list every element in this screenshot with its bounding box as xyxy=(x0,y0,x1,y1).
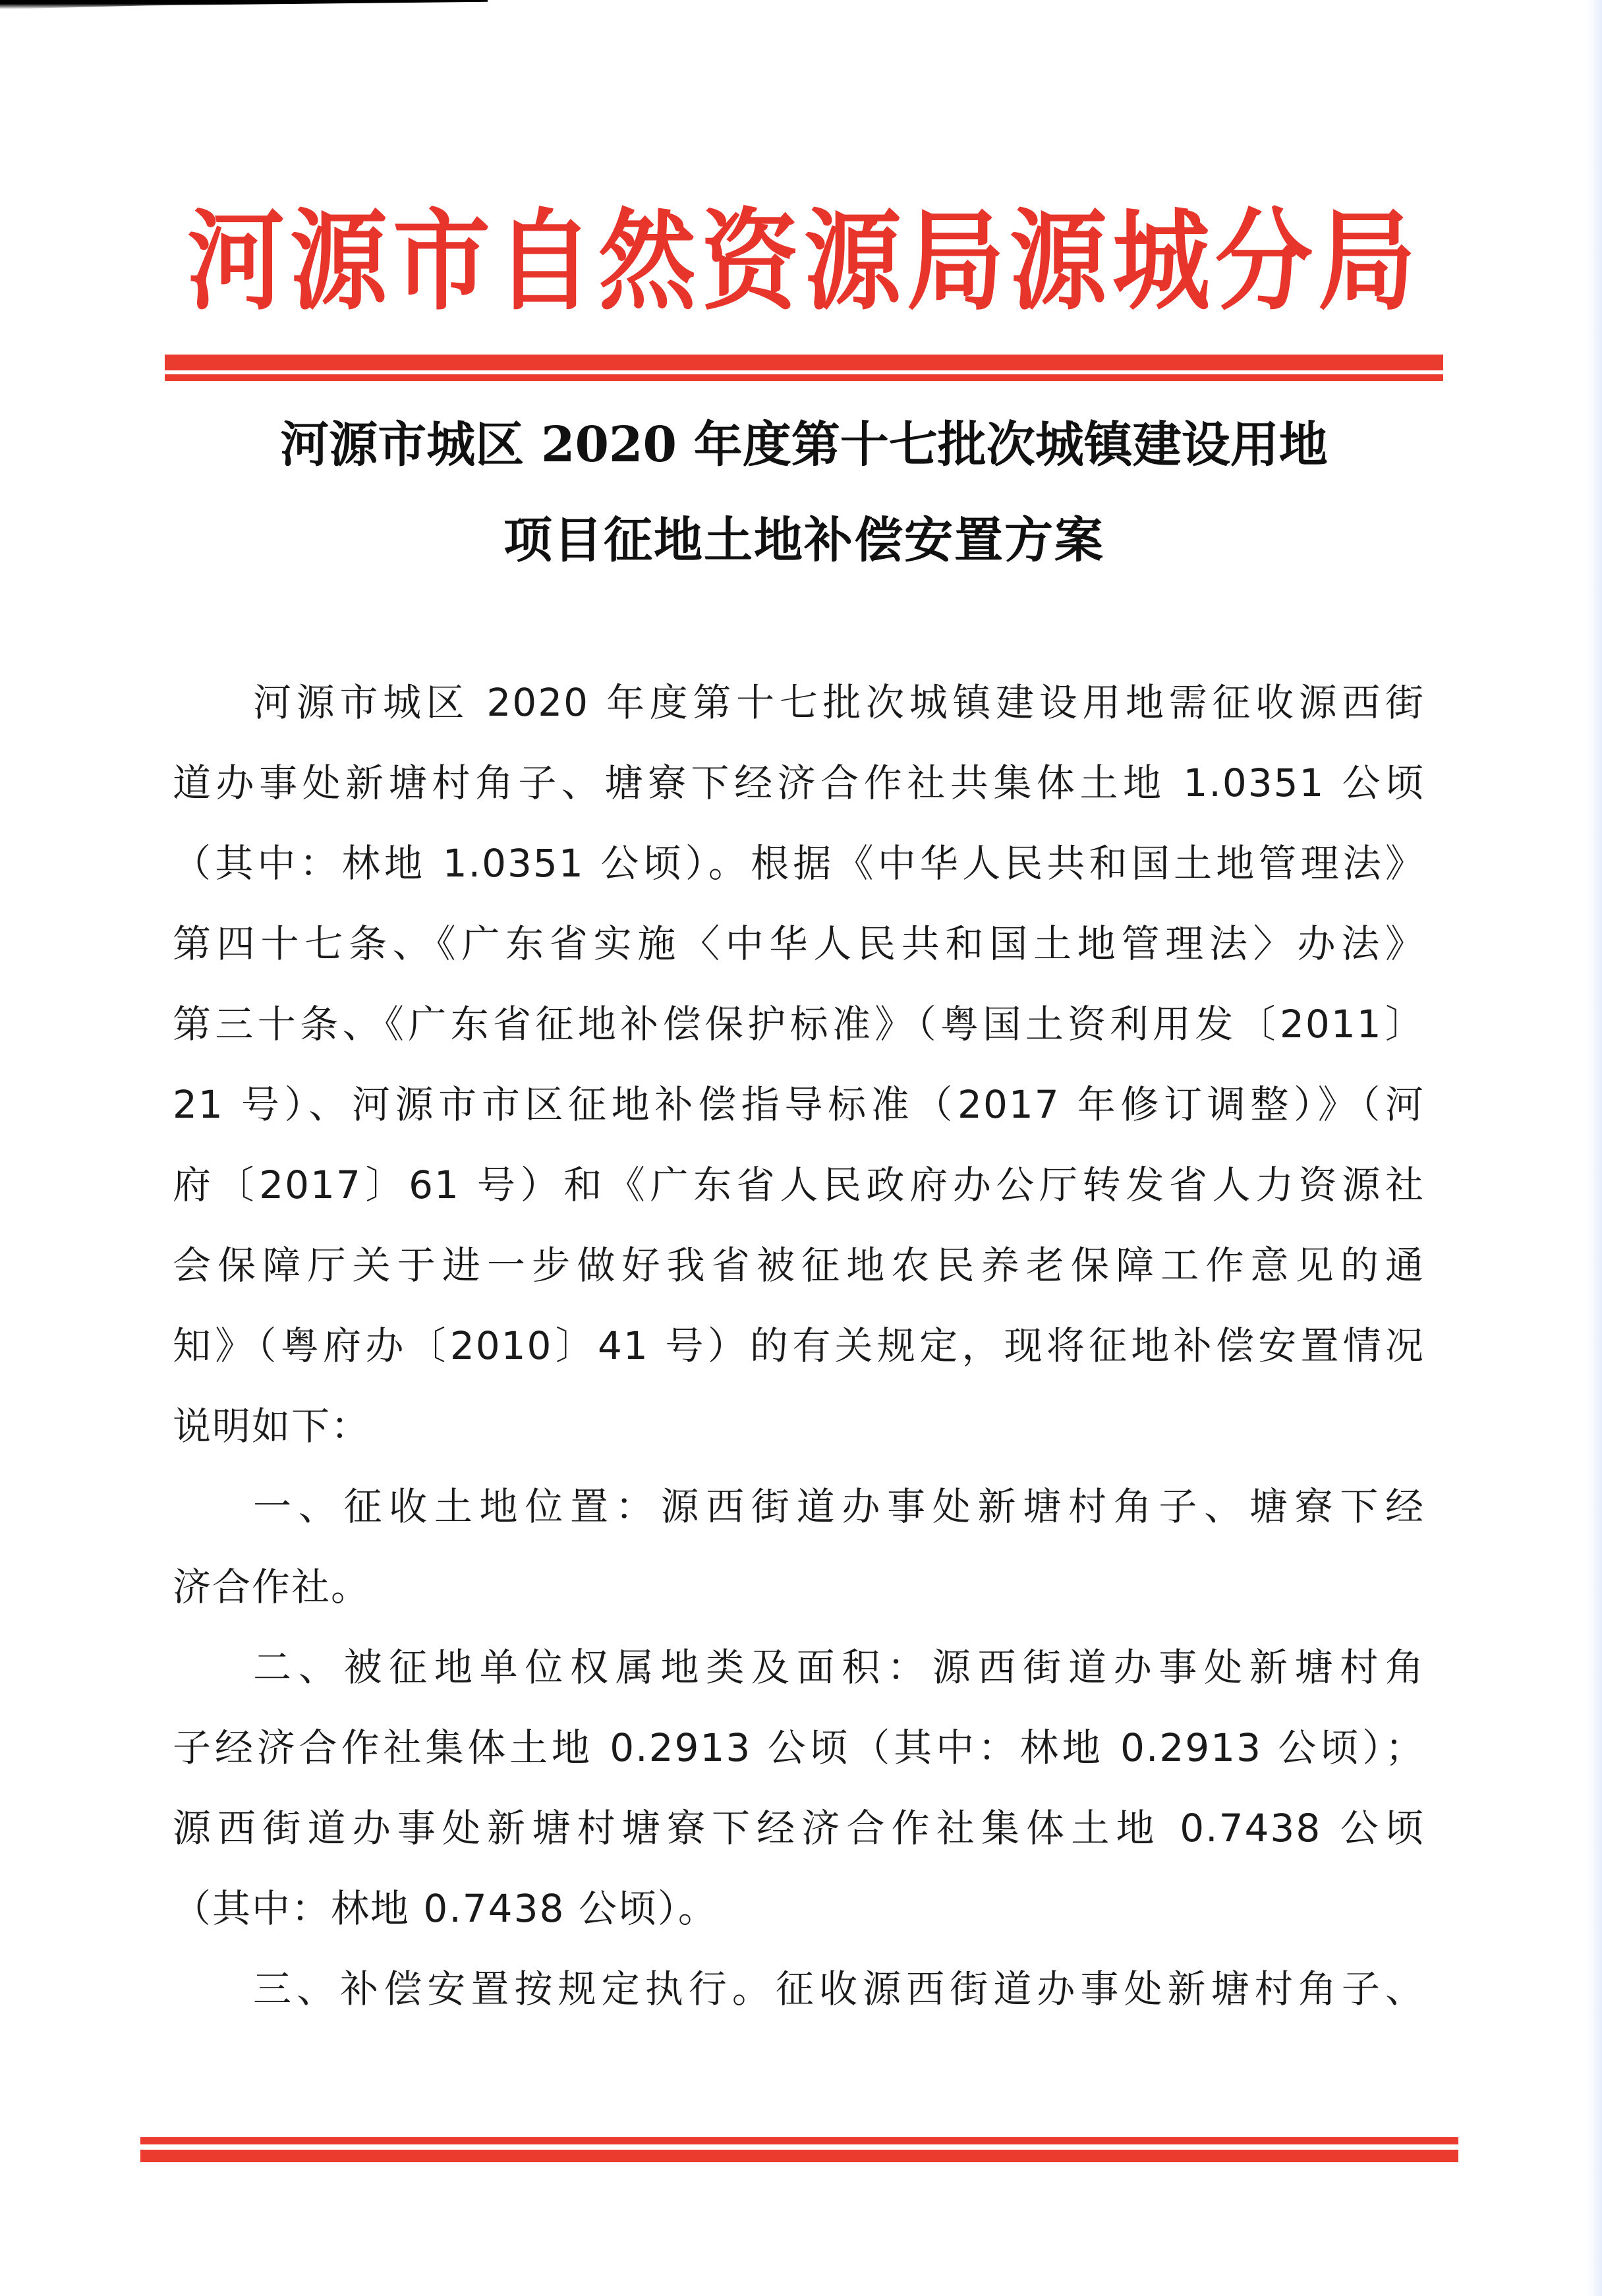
header-rule-thick xyxy=(165,355,1443,370)
section-1-line: 济合作社。 xyxy=(173,1564,371,1609)
section-2-line: 二、被征地单位权属地类及面积：源西街道办事处新塘村角 xyxy=(253,1645,1425,1690)
scan-shadow-corner xyxy=(0,0,488,9)
body-line: 说明如下： xyxy=(173,1404,371,1449)
header-rule-thin xyxy=(165,374,1443,381)
scan-shadow-edge xyxy=(1588,0,1602,2296)
body-line: 知》（粤府办〔2010〕41 号）的有关规定，现将征地补偿安置情况 xyxy=(173,1323,1425,1368)
body-line: 会保障厅关于进一步做好我省被征地农民养老保障工作意见的通 xyxy=(173,1243,1425,1288)
document-body xyxy=(173,662,1425,2029)
section-2-line: 子经济合作社集体土地 0.2913 公顷（其中：林地 0.2913 公顷）； xyxy=(173,1725,1425,1770)
body-line: 道办事处新塘村角子、塘寮下经济合作社共集体土地 1.0351 公顷 xyxy=(173,761,1425,805)
body-line: 河源市城区 2020 年度第十七批次城镇建设用地需征收源西街 xyxy=(253,680,1425,725)
section-2-line: 源西街道办事处新塘村塘寮下经济合作社集体土地 0.7438 公顷 xyxy=(173,1806,1425,1851)
document-title-line-1: 河源市城区 2020 年度第十七批次城镇建设用地 xyxy=(280,416,1328,473)
footer-rule-thin xyxy=(140,2137,1458,2144)
body-line: 府〔2017〕61 号）和《广东省人民政府办公厅转发省人力资源社 xyxy=(173,1162,1425,1207)
body-line: 第三十条、《广东省征地补偿保护标准》（粤国土资利用发〔2011〕 xyxy=(173,1002,1425,1047)
body-line: 21 号）、河源市市区征地补偿指导标准（2017 年修订调整）》（河 xyxy=(173,1082,1425,1127)
footer-rule-thick xyxy=(140,2150,1458,2162)
section-1-line: 一、征收土地位置：源西街道办事处新塘村角子、塘寮下经 xyxy=(253,1484,1425,1529)
document-title-line-2: 项目征地土地补偿安置方案 xyxy=(503,512,1104,569)
body-line: （其中：林地 1.0351 公顷）。根据《中华人民共和国土地管理法》 xyxy=(173,841,1425,886)
organization-header: 河源市自然资源局源城分局 xyxy=(187,196,1421,326)
body-line: 第四十七条、《广东省实施〈中华人民共和国土地管理法〉办法》 xyxy=(173,921,1425,966)
section-3-line: 三、补偿安置按规定执行。征收源西街道办事处新塘村角子、 xyxy=(253,1966,1425,2011)
section-2-line: （其中：林地 0.7438 公顷）。 xyxy=(173,1886,718,1931)
